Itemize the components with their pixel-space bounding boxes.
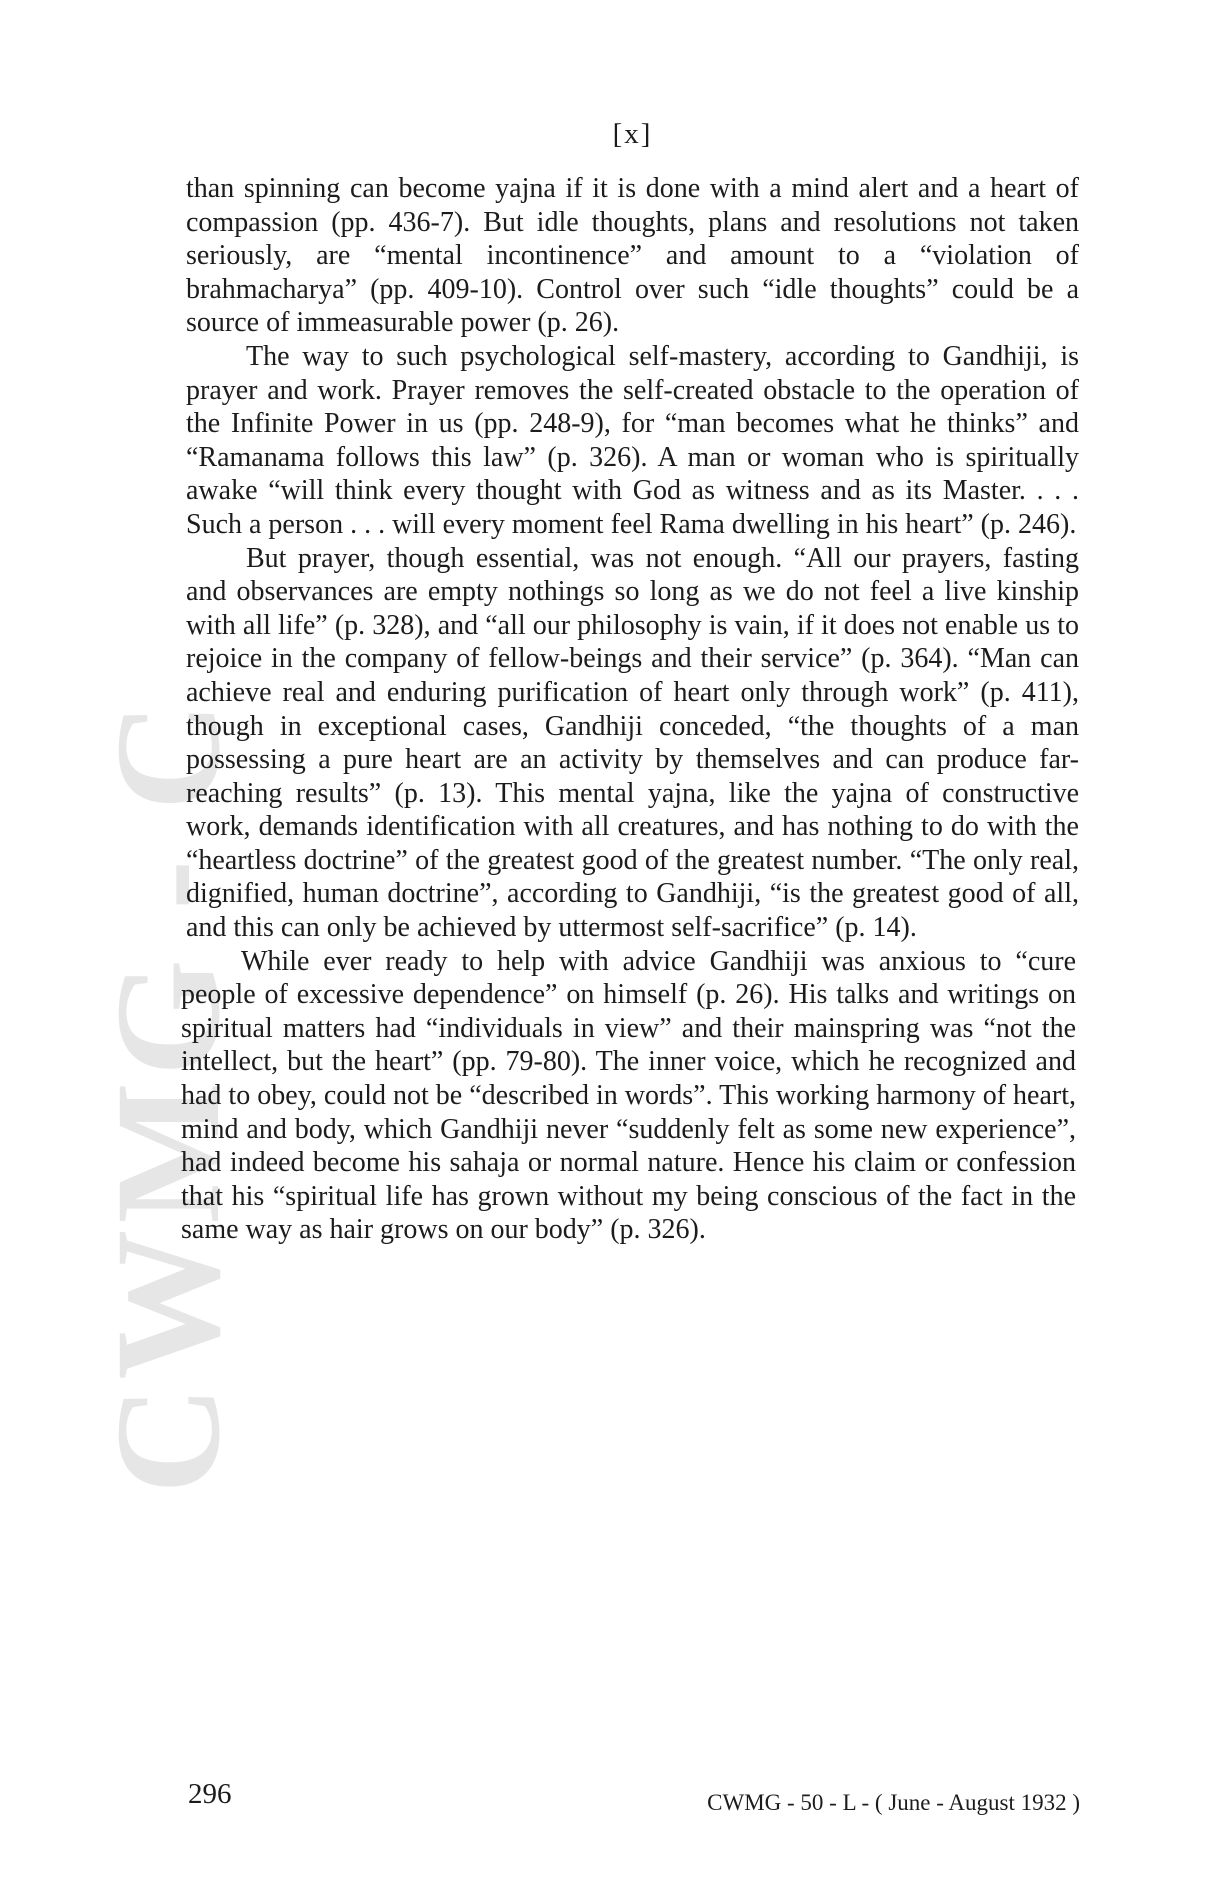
paragraph: While ever ready to help with advice Gandhiji was anxious to “cure people of excessive dependence” on himself (p. 26). His talks and writings on spiritual matters had “individuals in view” and their mainspring was “not the intellect, but the heart” (pp. 79-80). The inner voice, which he recognized and had to obey, could not be “described in words”. This working harmony of heart, mind and body, which Gandhiji never “suddenly felt as some new experience”, had indeed become his sahaja or normal nature. Hence his claim or confession that his “spiritual life has grown without my being conscious of the fact in the same way as hair grows on our body” (p. 326). (181, 945, 1077, 1246)
running-footer: CWMG - 50 - L - ( June - August 1932 ) (707, 1790, 1080, 1815)
page-marker: [x] (612, 118, 653, 150)
body-text (181, 172, 1079, 1247)
page-number: 296 (188, 1778, 232, 1810)
paragraph: than spinning can become yajna if it is done with a mind alert and a heart of compassion (pp. 436-7). But idle thoughts, plans and resolutions not taken seriously, are “mental incontinence” and amount to a “violation of brahmacharya” (pp. 409-10). Control over such “idle thoughts” could be a source of immeasurable power (p. 26). (186, 173, 1079, 339)
paragraph: The way to such psychological self-mastery, according to Gandhiji, is prayer and work. Prayer removes the self-created obstacle to the operation of the Infinite Power in us (pp. 248-9), for “man becomes what he thinks” and “Ramanama follows this law” (p. 326). A man or woman who is spiritually awake “will think every thought with God as witness and as its Master. . . . Such a person . . . will every moment feel Rama dwelling in his heart” (p. 246). (186, 340, 1079, 540)
watermark: CWMG - C (85, 696, 251, 1494)
paragraph: But prayer, though essential, was not enough. “All our prayers, fasting and observances are empty nothings so long as we do not feel a live kinship with all life” (p. 328), and “all our philosophy is vain, if it does not enable us to rejoice in the company of fellow-beings and their service” (p. 364). “Man can achieve real and enduring purification of heart only through work” (p. 411), though in exceptional cases, Gandhiji conceded, “the thoughts of a man possessing a pure heart are an activity by themselves and can produce far-reaching results” (p. 13). This mental yajna, like the yajna of constructive work, demands identification with all creatures, and has nothing to do with the “heartless doctrine” of the greatest good of the greatest number. “The only real, dignified, human doctrine”, according to Gandhiji, “is the greatest good of all, and this can only be achieved by uttermost self-sacrifice” (p. 14). (186, 542, 1079, 944)
